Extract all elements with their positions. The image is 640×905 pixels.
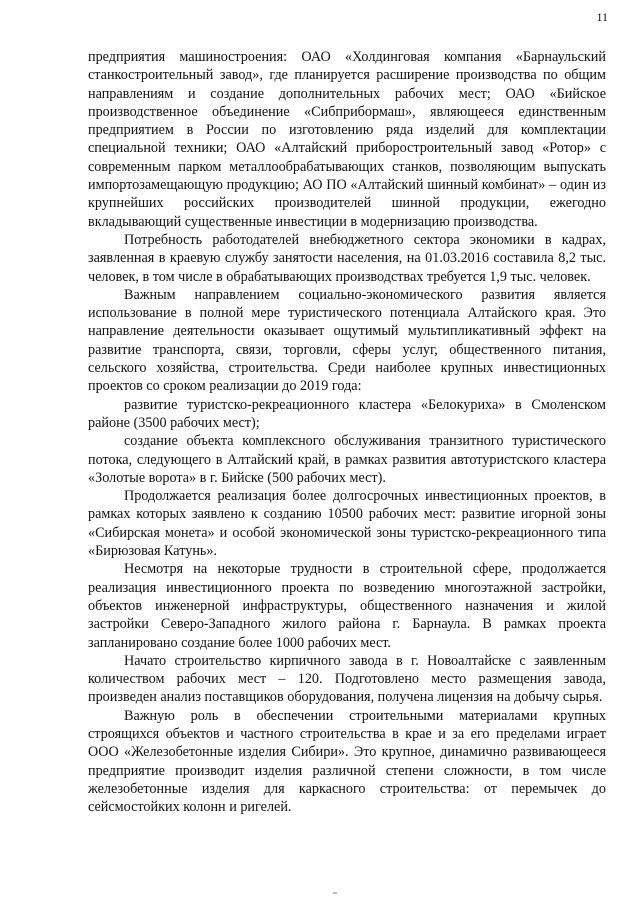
document-body (88, 48, 606, 816)
paragraph: предприятия машиностроения: ОАО «Холдинговая компания «Барнаульский станкостроительный завод», где планируется расширение производства по общим направлениям и создание дополнительных рабочих мест; ОАО «Бийское производственное объединение «Сибприбормаш», являющееся единственным предприятием в России по изготовлению ряда изделий для комплектации специальной техники; ОАО «Алтайский приборостроительный завод «Ротор» с современным парком металлообрабатывающих станков, позволяющим выпускать импортозамещающую продукцию; АО ПО «Алтайский шинный комбинат» – один из крупнейших российских производителей шинной продукции, ежегодно вкладывающий существенные инвестиции в модернизацию производства. (88, 49, 606, 230)
paragraph: Потребность работодателей внебюджетного сектора экономики в кадрах, заявленная в краевую службу занятости населения, на 01.03.2016 составила 8,2 тыс. человек, в том числе в обрабатывающих производствах требуется 1,9 тыс. человек. (88, 231, 606, 285)
list-item: развитие туристско-рекреационного кластера «Белокуриха» в Смоленском районе (3500 рабочих мест); (88, 396, 606, 431)
scan-speck (333, 892, 337, 894)
paragraph: Несмотря на некоторые трудности в строительной сфере, продолжается реализация инвестиционного проекта по возведению многоэтажной застройки, объектов инженерной инфраструктуры, общественного назначения и жилой застройки Северо-Западного жилого района г. Барнаула. В рамках проекта запланировано создание более 1000 рабочих мест. (88, 561, 606, 651)
page-number: 11 (596, 10, 608, 24)
list-item: создание объекта комплексного обслуживания транзитного туристического потока, следующего в Алтайский край, в рамках развития автотуристского кластера «Золотые ворота» в г. Бийске (500 рабочих мест). (88, 433, 606, 486)
paragraph: Важным направлением социально-экономического развития является использование в полной мере туристического потенциала Алтайского края. Это направление деятельности оказывает ощутимый мультипликативный эффект на развитие транспорта, связи, торговли, сферы услуг, общественного питания, сельского хозяйства, строительства. Среди наиболее крупных инвестиционных проектов со сроком реализации до 2019 года: (88, 286, 606, 395)
paragraph: Начато строительство кирпичного завода в г. Новоалтайске с заявленным количеством рабочих мест – 120. Подготовлено место размещения завода, произведен анализ поставщиков оборудования, получена лицензия на добычу сырья. (88, 652, 606, 706)
paragraph: Важную роль в обеспечении строительными материалами крупных строящихся объектов и частного строительства в крае и за его пределами играет ООО «Железобетонные изделия Сибири». Это крупное, динамично развивающееся предприятие производит изделия различной степени сложности, в том числе железобетонные изделия для каркасного строительства: от перемычек до сейсмостойких колонн и ригелей. (88, 707, 606, 816)
paragraph: Продолжается реализация более долгосрочных инвестиционных проектов, в рамках которых заявлено к созданию 10500 рабочих мест: развитие игорной зоны «Сибирская монета» и особой экономической зоны туристско-рекреационного типа «Бирюзовая Катунь». (88, 488, 606, 560)
